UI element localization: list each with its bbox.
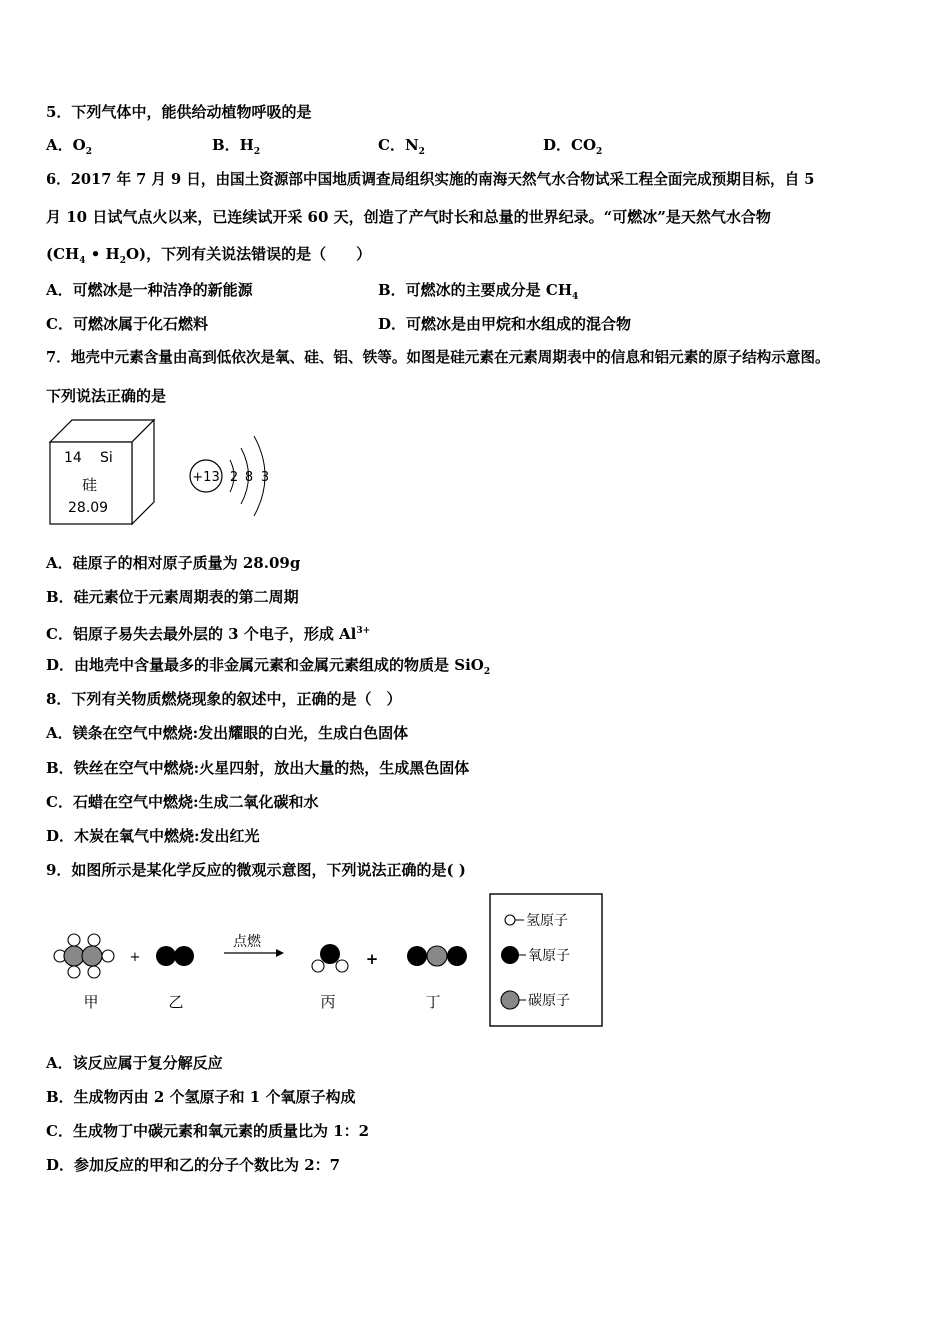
q7-option-b: B．硅元素位于元素周期表的第二周期: [46, 588, 299, 606]
legend-hydrogen-label: 氢原子: [526, 913, 568, 929]
molecule-ding: [407, 946, 467, 966]
q5-stem: 5．下列气体中，能供给动植物呼吸的是: [46, 103, 312, 121]
q7-option-c: C．铝原子易失去最外层的 3 个电子，形成 $Al^{3+}$: [46, 625, 371, 643]
nucleus-charge: +13: [192, 470, 220, 485]
legend-box: [490, 894, 602, 1026]
atomic-mass: 28.09: [68, 500, 109, 516]
q6-stem-line1: 6．2017 年 7 月 9 日，由国土资源部中国地质调查局组织实施的南海天然气水合物试采工程全面完成预期目标，自 5: [46, 171, 815, 188]
molecule-bing: [312, 944, 348, 972]
q5-option-a: A．$O_2$: [46, 136, 92, 157]
q5-option-c: C．$N_2$: [378, 136, 425, 157]
q9-option-a: A．该反应属于复分解反应: [46, 1054, 223, 1072]
q7-stem-line2: 下列说法正确的是: [46, 387, 167, 405]
q6-option-d: D．可燃冰是由甲烷和水组成的混合物: [378, 315, 632, 333]
q9-reaction-diagram: [44, 890, 609, 1032]
q8-option-b: B．铁丝在空气中燃烧:火星四射，放出大量的热，生成黑色固体: [46, 759, 470, 777]
label-bing: 丙: [320, 993, 336, 1011]
q6-option-c: C．可燃冰属于化石燃料: [46, 315, 208, 333]
q8-stem: 8．下列有关物质燃烧现象的叙述中，正确的是（ ）: [46, 690, 402, 708]
legend-oxygen-label: 氧原子: [528, 948, 570, 964]
q9-stem: 9．如图所示是某化学反应的微观示意图，下列说法正确的是( ): [46, 861, 466, 879]
shell-2-electrons: 8: [244, 470, 254, 485]
molecule-yi: [156, 946, 194, 966]
periodic-table-cell: [50, 420, 154, 524]
q5-option-d: D．$CO_2$: [543, 136, 603, 157]
legend-carbon-label: 碳原子: [528, 993, 570, 1009]
reaction-condition: 点燃: [233, 934, 261, 950]
q6-option-b: B．可燃冰的主要成分是 $CH_4$: [378, 281, 579, 302]
q9-option-c: C．生成物丁中碳元素和氧元素的质量比为 1：2: [46, 1122, 370, 1140]
q8-option-d: D．木炭在氧气中燃烧:发出红光: [46, 827, 260, 845]
atomic-number: 14: [64, 450, 82, 466]
q7-stem-line1: 7．地壳中元素含量由高到低依次是氧、硅、铝、铁等。如图是硅元素在元素周期表中的信息和铝元素的原子结构示意图。: [46, 349, 830, 366]
q9-option-d: D．参加反应的甲和乙的分子个数比为 2：7: [46, 1156, 341, 1174]
q5-option-b: B．$H_2$: [212, 136, 261, 157]
label-yi: 乙: [168, 993, 184, 1011]
q8-option-c: C．石蜡在空气中燃烧:生成二氧化碳和水: [46, 793, 319, 811]
legend-oxygen-swatch: [501, 946, 519, 964]
q6-stem-line2: 月 10 日试气点火以来，已连续试开采 60 天，创造了产气时长和总量的世界纪录。“可燃冰”是天然气水合物: [46, 208, 771, 226]
q6-option-a: A．可燃冰是一种洁净的新能源: [46, 281, 253, 299]
q9-option-b: B．生成物丙由 2 个氢原子和 1 个氧原子构成: [46, 1088, 356, 1106]
element-symbol: Si: [100, 450, 113, 466]
shell-1-electrons: 2: [229, 470, 239, 485]
label-jia: 甲: [83, 993, 99, 1011]
reaction-arrow-head: [276, 949, 284, 957]
q7-figure: [44, 414, 279, 532]
shell-3-electrons: 3: [260, 470, 270, 485]
plus-sign-1: +: [129, 950, 141, 965]
element-name: 硅: [82, 476, 98, 494]
q7-option-a: A．硅原子的相对原子质量为 28.09g: [46, 554, 301, 572]
aluminum-atom-structure: [190, 436, 269, 516]
q8-option-a: A．镁条在空气中燃烧:发出耀眼的白光，生成白色固体: [46, 724, 409, 742]
q6-stem-line3: ($CH_4$ • $H_2O$)，下列有关说法错误的是（ ）: [46, 245, 372, 266]
plus-sign-2: +: [365, 950, 379, 968]
label-ding: 丁: [425, 993, 441, 1011]
legend-carbon-swatch: [501, 991, 519, 1009]
molecule-jia: [54, 934, 114, 978]
q7-option-d: D．由地壳中含量最多的非金属元素和金属元素组成的物质是 SiO$_2$: [46, 656, 491, 677]
legend-hydrogen-swatch: [505, 915, 515, 925]
